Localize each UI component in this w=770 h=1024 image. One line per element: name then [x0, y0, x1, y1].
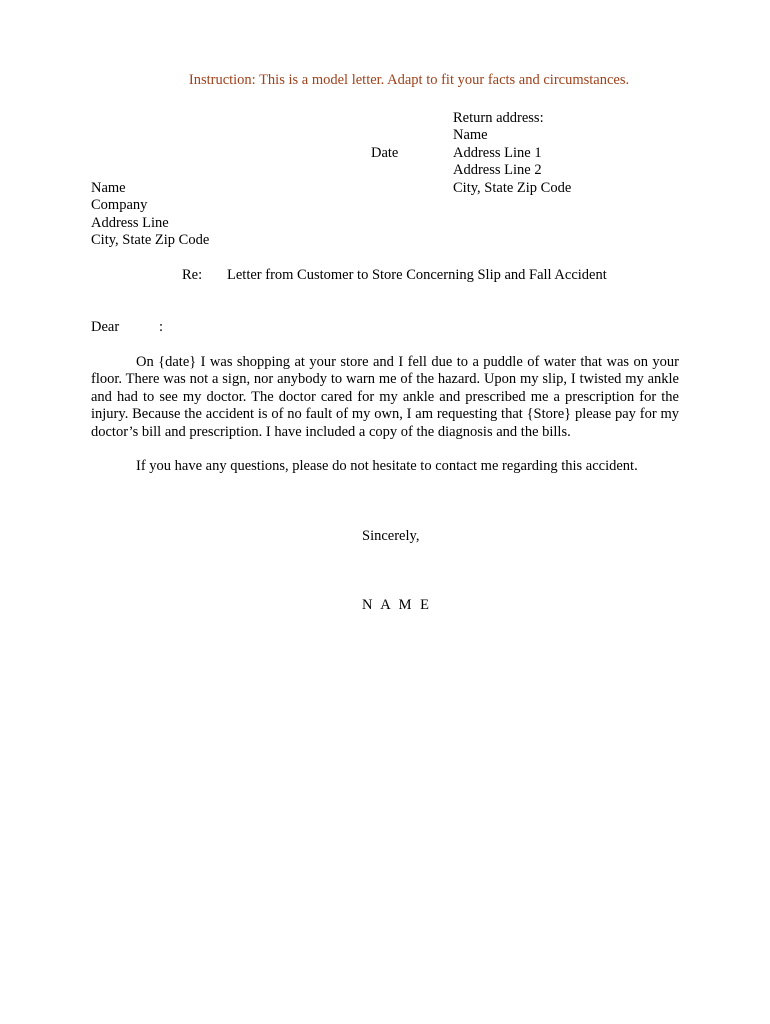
salutation-colon: : — [159, 319, 164, 335]
recipient-city-state-zip: City, State Zip Code — [91, 232, 210, 249]
return-address-line1: Address Line 1 — [453, 144, 542, 161]
re-label: Re: — [182, 267, 203, 283]
return-address-line2: Address Line 2 — [453, 162, 542, 179]
return-address-city-state-zip: City, State Zip Code — [453, 179, 572, 196]
recipient-address-line: Address Line — [91, 214, 169, 231]
salutation-word: Dear — [91, 319, 120, 335]
recipient-address-block — [91, 180, 209, 250]
return-address-label: Return address: — [453, 110, 544, 126]
body-paragraph-2: If you have any questions, please do not hesitate to contact me regarding this accident. — [136, 458, 638, 474]
return-address-block — [453, 110, 571, 197]
closing: Sincerely, — [362, 528, 420, 544]
body-paragraph-1: On {date} I was shopping at your store and I fell due to a puddle of water that was on your floor. There was not a sign, nor anybody to warn me of the hazard. Upon my slip, I twisted my ankle and had to see my doctor. The doctor cared for my ankle and prescribed me a prescription for the injury. Because the accident is of no fault of my own, I am requesting that {Store} please pay for my doctor’s bill and prescription. I have included a copy of the diagnosis and the bills. — [91, 354, 679, 440]
recipient-name: Name — [91, 180, 126, 196]
return-address-name: Name — [453, 127, 488, 144]
recipient-company: Company — [91, 197, 148, 214]
instruction-note: Instruction: This is a model letter. Adapt to fit your facts and circumstances. — [188, 72, 630, 88]
date-label: Date — [371, 145, 399, 161]
re-subject: Letter from Customer to Store Concerning Slip and Fall Accident — [227, 267, 607, 283]
signature-name: N A M E — [362, 597, 432, 613]
